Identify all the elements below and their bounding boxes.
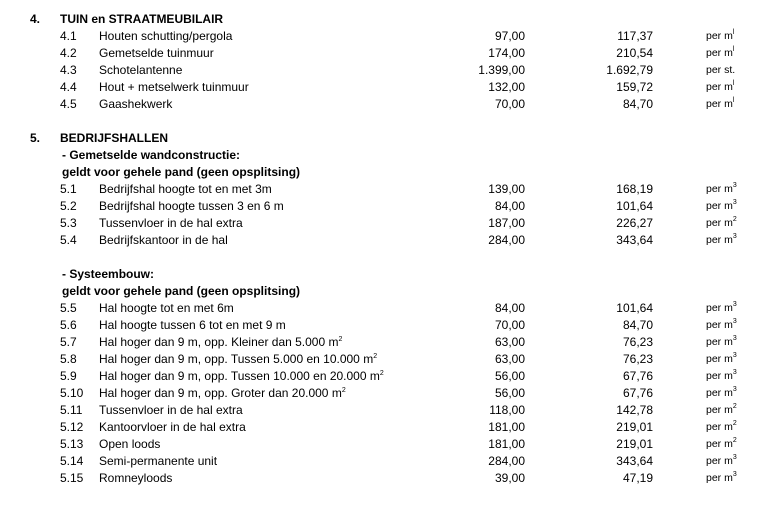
item-number: 5.7 — [60, 335, 77, 349]
price-incl: 159,72 — [616, 80, 653, 94]
unit-text: per m — [706, 183, 733, 195]
price-excl: 84,00 — [494, 301, 525, 315]
price-incl: 343,64 — [616, 454, 653, 468]
item-description — [99, 419, 246, 435]
price-excl: 70,00 — [494, 97, 525, 111]
table-row — [0, 402, 773, 418]
item-description-text: Kantoorvloer in de hal extra — [99, 420, 246, 434]
price-incl: 1.692,79 — [606, 63, 653, 77]
unit-text: per m — [706, 387, 733, 399]
item-description-text: Bedrijfshal hoogte tussen 3 en 6 m — [99, 199, 284, 213]
item-description — [99, 28, 232, 44]
table-row — [0, 385, 773, 401]
item-description-text: Tussenvloer in de hal extra — [99, 403, 243, 417]
unit — [706, 62, 735, 78]
item-description-text: Bedrijfskantoor in de hal — [99, 233, 228, 247]
price-excl: 63,00 — [494, 352, 525, 366]
unit-sup: l — [732, 46, 735, 53]
item-description — [99, 96, 172, 112]
table-row — [0, 300, 773, 316]
item-description — [99, 62, 182, 78]
unit-text: per m — [706, 200, 733, 212]
subheading-row — [0, 147, 773, 163]
table-row — [0, 96, 773, 112]
section-title: TUIN en STRAATMEUBILAIR — [60, 12, 224, 26]
section-title: BEDRIJFSHALLEN — [60, 131, 169, 145]
item-description-sup: 2 — [373, 353, 378, 360]
price-incl: 168,19 — [616, 182, 653, 196]
item-description-text: Hal hoger dan 9 m, opp. Kleiner dan 5.000 m — [99, 335, 339, 349]
unit-text: per m — [706, 234, 733, 246]
unit-text: per m — [706, 421, 733, 433]
price-excl: 284,00 — [488, 454, 525, 468]
table-row — [0, 351, 773, 367]
unit-sup: 3 — [732, 335, 737, 342]
subheading: - Gemetselde wandconstructie: — [62, 148, 241, 162]
price-excl: 63,00 — [494, 335, 525, 349]
unit-text: per m — [706, 455, 733, 467]
section-number: 4. — [30, 12, 41, 26]
unit — [706, 45, 734, 61]
item-number: 5.1 — [60, 182, 77, 196]
unit — [706, 470, 737, 486]
price-incl: 101,64 — [616, 199, 653, 213]
item-description-text: Semi-permanente unit — [99, 454, 218, 468]
table-row — [0, 232, 773, 248]
item-description-text: Gaashekwerk — [99, 97, 173, 111]
item-description-text: Open loods — [99, 437, 161, 451]
price-incl: 47,19 — [622, 471, 653, 485]
unit-text: per m — [706, 217, 733, 229]
item-description-sup: 2 — [338, 336, 343, 343]
price-excl: 181,00 — [488, 437, 525, 451]
section-number: 5. — [30, 131, 41, 145]
subheading-note: geldt voor gehele pand (geen opsplitsing) — [62, 284, 301, 298]
unit-text: per m — [706, 319, 733, 331]
price-incl: 142,78 — [616, 403, 653, 417]
item-description-text: Hal hoger dan 9 m, opp. Tussen 10.000 en 20.000 m — [99, 369, 380, 383]
price-incl: 343,64 — [616, 233, 653, 247]
price-excl: 70,00 — [494, 318, 525, 332]
price-incl: 67,76 — [622, 386, 653, 400]
unit-sup: 3 — [732, 318, 737, 325]
price-incl: 101,64 — [616, 301, 653, 315]
table-row — [0, 334, 773, 350]
section-header — [0, 11, 773, 27]
price-excl: 56,00 — [494, 369, 525, 383]
table-row — [0, 453, 773, 469]
unit — [706, 317, 737, 333]
unit-sup: l — [732, 29, 735, 36]
unit-sup: 3 — [732, 471, 737, 478]
table-row — [0, 470, 773, 486]
item-description — [99, 385, 346, 401]
item-number: 5.15 — [60, 471, 84, 485]
price-incl: 67,76 — [622, 369, 653, 383]
item-description — [99, 334, 342, 350]
price-incl: 117,37 — [617, 29, 653, 43]
subheading-row — [0, 266, 773, 282]
item-number: 5.2 — [60, 199, 77, 213]
unit-sup: 3 — [732, 352, 737, 359]
unit-text: per m — [706, 30, 733, 42]
item-description-text: Houten schutting/pergola — [99, 29, 233, 43]
item-number: 5.6 — [60, 318, 77, 332]
unit — [706, 198, 737, 214]
item-number: 5.11 — [60, 403, 83, 417]
item-description — [99, 45, 214, 61]
item-description-text: Hal hoogte tussen 6 tot en met 9 m — [99, 318, 286, 332]
item-description-text: Hout + metselwerk tuinmuur — [99, 80, 249, 94]
item-description — [99, 79, 249, 95]
unit-text: per m — [706, 98, 733, 110]
unit-text: per m — [706, 472, 733, 484]
unit-sup: l — [732, 97, 735, 104]
item-description — [99, 402, 243, 418]
item-description — [99, 317, 286, 333]
unit-text: per m — [706, 438, 733, 450]
item-number: 5.12 — [60, 420, 84, 434]
unit — [706, 79, 734, 95]
item-description — [99, 300, 234, 316]
unit — [706, 181, 737, 197]
price-excl: 139,00 — [488, 182, 525, 196]
item-description — [99, 368, 384, 384]
item-description — [99, 470, 172, 486]
unit-sup: 2 — [732, 420, 737, 427]
item-number: 5.10 — [60, 386, 84, 400]
price-excl: 181,00 — [488, 420, 525, 434]
unit-sup: 3 — [732, 454, 737, 461]
item-number: 5.9 — [60, 369, 77, 383]
item-number: 5.5 — [60, 301, 77, 315]
unit-text: per m — [706, 404, 733, 416]
unit-text: per m — [706, 336, 733, 348]
unit — [706, 28, 734, 44]
table-row — [0, 419, 773, 435]
table-row — [0, 79, 773, 95]
price-incl: 210,54 — [616, 46, 653, 60]
item-number: 5.4 — [60, 233, 77, 247]
unit-text: per m — [706, 47, 733, 59]
unit — [706, 96, 734, 112]
unit-sup: 2 — [732, 403, 737, 410]
price-excl: 118,00 — [489, 403, 525, 417]
unit-text: per m — [706, 370, 733, 382]
item-description-sup: 2 — [379, 370, 384, 377]
unit-text: per m — [706, 353, 733, 365]
unit-sup: l — [732, 80, 735, 87]
price-incl: 84,70 — [622, 318, 653, 332]
unit — [706, 385, 737, 401]
table-row — [0, 62, 773, 78]
unit — [706, 368, 737, 384]
price-incl: 76,23 — [622, 352, 653, 366]
item-description — [99, 351, 377, 367]
table-row — [0, 215, 773, 231]
item-number: 4.1 — [60, 29, 77, 43]
price-incl: 226,27 — [616, 216, 653, 230]
unit-sup: 3 — [732, 199, 737, 206]
table-row — [0, 45, 773, 61]
item-number: 4.4 — [60, 80, 77, 94]
unit — [706, 436, 737, 452]
item-description-text: Hal hoogte tot en met 6m — [99, 301, 234, 315]
unit-text: per m — [706, 81, 733, 93]
table-row — [0, 28, 773, 44]
unit — [706, 334, 737, 350]
item-description-text: Hal hoger dan 9 m, opp. Groter dan 20.000 m — [99, 386, 342, 400]
item-number: 4.2 — [60, 46, 77, 60]
price-incl: 84,70 — [622, 97, 653, 111]
subheading-note: geldt voor gehele pand (geen opsplitsing) — [62, 165, 301, 179]
subheading-row — [0, 283, 773, 299]
unit — [706, 402, 737, 418]
price-excl: 39,00 — [494, 471, 525, 485]
item-description-text: Tussenvloer in de hal extra — [99, 216, 243, 230]
item-description-text: Bedrijfshal hoogte tot en met 3m — [99, 182, 272, 196]
item-description — [99, 453, 217, 469]
table-row — [0, 368, 773, 384]
item-number: 5.3 — [60, 216, 77, 230]
item-description-text: Hal hoger dan 9 m, opp. Tussen 5.000 en 10.000 m — [99, 352, 374, 366]
unit-sup: 3 — [732, 301, 737, 308]
item-description — [99, 232, 228, 248]
price-excl: 1.399,00 — [478, 63, 525, 77]
item-description-text: Romneyloods — [99, 471, 173, 485]
price-incl: 219,01 — [616, 420, 653, 434]
item-number: 4.3 — [60, 63, 77, 77]
unit — [706, 215, 737, 231]
item-description-text: Schotelantenne — [99, 63, 183, 77]
unit-sup: 3 — [732, 386, 737, 393]
item-number: 5.8 — [60, 352, 77, 366]
section-header — [0, 130, 773, 146]
item-description — [99, 181, 272, 197]
unit — [706, 453, 737, 469]
price-incl: 219,01 — [616, 437, 653, 451]
item-description — [99, 198, 284, 214]
item-description — [99, 436, 160, 452]
unit-sup: 3 — [732, 182, 737, 189]
price-excl: 187,00 — [488, 216, 525, 230]
unit-sup: 2 — [732, 437, 737, 444]
price-excl: 284,00 — [488, 233, 525, 247]
table-row — [0, 181, 773, 197]
unit-sup: 2 — [732, 216, 737, 223]
subheading-row — [0, 164, 773, 180]
unit — [706, 351, 737, 367]
unit-sup: 3 — [732, 369, 737, 376]
unit-text: per m — [706, 302, 733, 314]
item-number: 4.5 — [60, 97, 77, 111]
item-description — [99, 215, 243, 231]
unit-text: per st. — [706, 64, 736, 76]
item-description-text: Gemetselde tuinmuur — [99, 46, 214, 60]
unit — [706, 300, 737, 316]
item-number: 5.13 — [60, 437, 84, 451]
price-excl: 132,00 — [488, 80, 525, 94]
subheading: - Systeembouw: — [62, 267, 155, 281]
item-description-sup: 2 — [341, 387, 346, 394]
unit — [706, 232, 737, 248]
price-excl: 56,00 — [494, 386, 525, 400]
table-row — [0, 317, 773, 333]
price-excl: 84,00 — [494, 199, 525, 213]
price-excl: 174,00 — [488, 46, 525, 60]
unit-sup: 3 — [732, 233, 737, 240]
unit — [706, 419, 737, 435]
table-row — [0, 198, 773, 214]
price-excl: 97,00 — [494, 29, 525, 43]
table-row — [0, 436, 773, 452]
item-number: 5.14 — [60, 454, 84, 468]
price-incl: 76,23 — [622, 335, 653, 349]
